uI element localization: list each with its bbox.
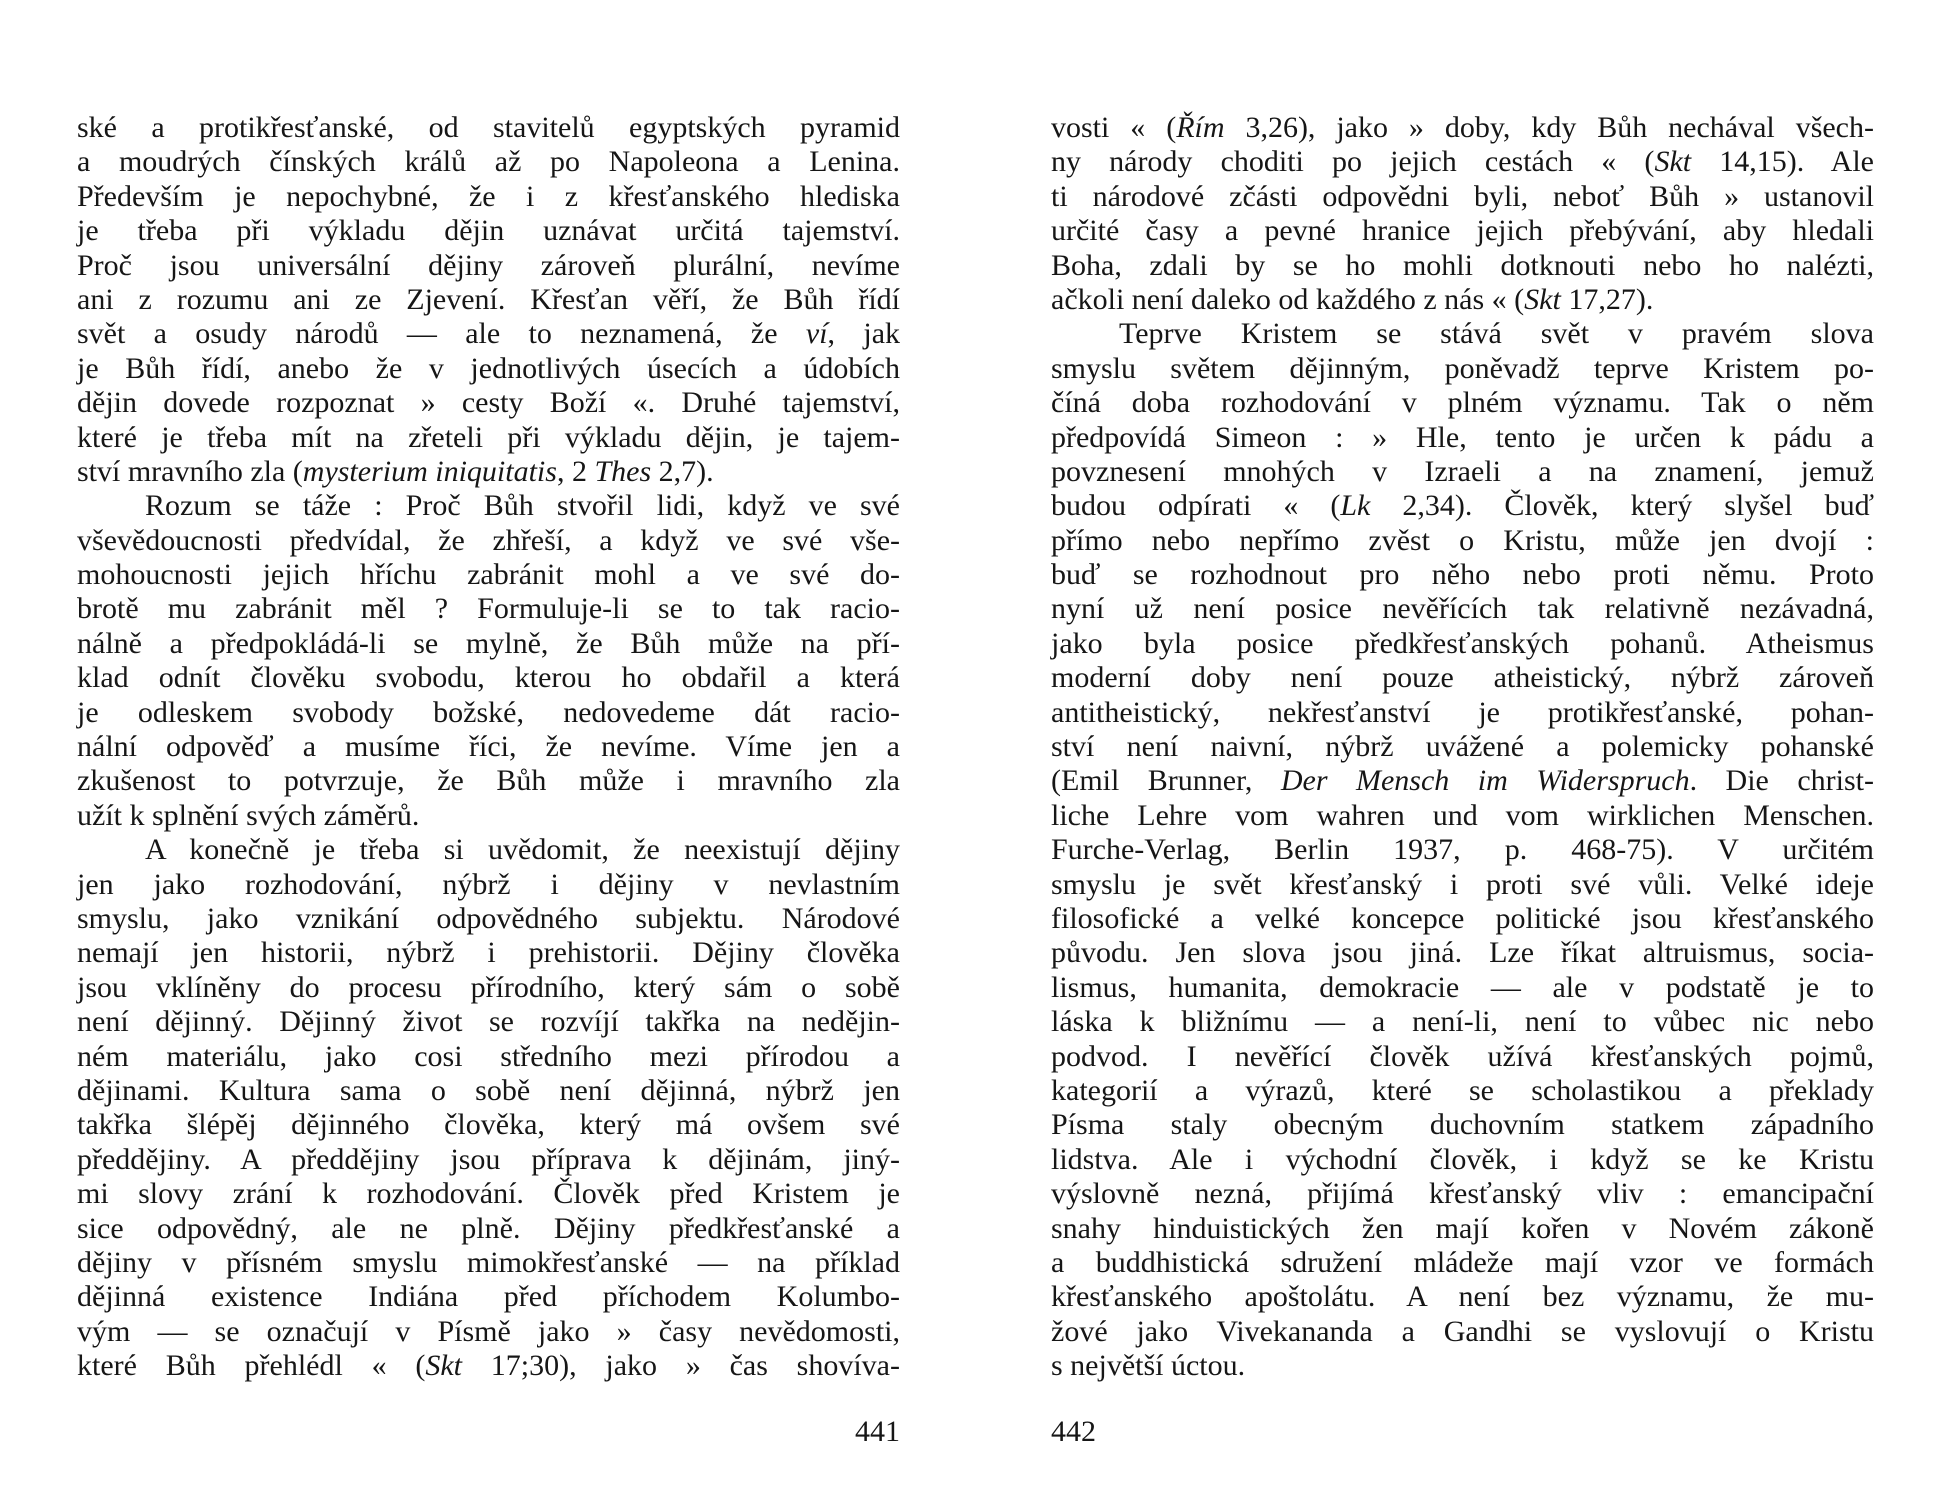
italic-text-segment: Skt — [425, 1349, 463, 1383]
text-line — [1051, 455, 1874, 489]
text-segment: 14,15). Ale — [1691, 145, 1875, 179]
text-segment: sice odpovědný, ale ne plně. Dějiny předkřesťanské a — [77, 1211, 900, 1245]
text-segment: dějinami. Kultura sama o sobě není dějinná, nýbrž jen — [77, 1073, 900, 1107]
text-segment: dějin dovede rozpoznat » cesty Boží «. Druhé tajemství, — [77, 386, 900, 420]
text-line — [77, 592, 900, 626]
text-segment: . Die christ- — [1689, 764, 1874, 798]
text-segment: 3,26), jako » doby, kdy Bůh nechával všech- — [1224, 111, 1874, 144]
text-line — [1051, 111, 1874, 145]
text-line — [77, 1143, 900, 1177]
text-segment: určité časy a pevné hranice jejich přebývání, aby hledali — [1051, 214, 1874, 248]
text-line — [1051, 971, 1874, 1005]
text-segment: 17,27). — [1560, 282, 1654, 316]
text-segment: buď se rozhodnout pro něho nebo proti němu. Proto — [1051, 558, 1874, 592]
text-segment: ství není naivní, nýbrž uvážené a polemicky pohanské — [1051, 730, 1874, 764]
italic-text-segment: mysterium iniquitatis — [302, 454, 557, 488]
text-line — [77, 421, 900, 455]
text-segment: smyslu světem dějinným, poněvadž teprve Kristem po- — [1051, 351, 1874, 385]
text-line — [1051, 696, 1874, 730]
text-segment: Rozum se táže : Proč Bůh stvořil lidi, když ve své — [145, 489, 900, 523]
text-segment: s největší úctou. — [1051, 1349, 1246, 1383]
italic-text-segment: Skt — [1524, 282, 1561, 316]
text-segment: které Bůh přehlédl « ( — [77, 1349, 426, 1383]
text-segment: mi slovy zrání k rozhodování. Člověk před Kristem je — [77, 1177, 900, 1211]
text-line — [77, 1040, 900, 1074]
text-segment: a moudrých čínských králů až po Napoleona a Lenina. — [77, 145, 900, 179]
text-segment: číná doba rozhodování v plném významu. Tak o něm — [1051, 386, 1874, 420]
text-segment: ném materiálu, jako cosi středního mezi přírodou a — [77, 1039, 900, 1073]
text-segment: 2,7). — [651, 454, 714, 488]
italic-text-segment: Lk — [1340, 489, 1371, 523]
text-segment: dějinná existence Indiána před příchodem Kolumbo- — [77, 1280, 900, 1314]
text-line — [77, 249, 900, 283]
text-segment: povznesení mnohých v Izraeli a na znamení, jemuž — [1051, 454, 1874, 488]
text-segment: moderní doby není pouze atheistický, nýbrž zároveň — [1051, 661, 1874, 695]
text-line — [1051, 317, 1874, 351]
text-segment: Boha, zdali by se ho mohli dotknouti nebo ho nalézti, — [1051, 248, 1874, 282]
text-line — [1051, 1246, 1874, 1280]
text-line — [77, 317, 900, 351]
text-segment: jsou vklíněny do procesu přírodního, který sám o sobě — [77, 970, 900, 1004]
text-segment: ství mravního zla ( — [77, 454, 303, 488]
text-line — [1051, 352, 1874, 386]
text-segment: Furche-Verlag, Berlin 1937, p. 468-75). V určitém — [1051, 833, 1874, 867]
text-line — [77, 455, 900, 489]
text-segment: snahy hinduistických žen mají kořen v Novém zákoně — [1051, 1211, 1874, 1245]
text-line — [77, 386, 900, 420]
text-segment: svět a osudy národů — ale to neznamená, že — [77, 317, 806, 351]
text-segment: nemají jen historii, nýbrž i prehistorii. Dějiny člověka — [77, 936, 900, 970]
text-line — [77, 1005, 900, 1039]
text-segment: Proč jsou universální dějiny zároveň plurální, nevíme — [77, 248, 900, 282]
text-segment: takřka šlépěj dějinného člověka, který má ovšem své — [77, 1108, 900, 1142]
text-line — [77, 489, 900, 523]
text-segment: vševědoucnosti předvídal, že zhřeší, a když ve své vše- — [77, 523, 900, 557]
text-segment: liche Lehre vom wahren und vom wirklichen Menschen. — [1051, 798, 1874, 832]
text-segment: užít k splnění svých záměrů. — [77, 798, 420, 832]
text-segment: ské a protikřesťanské, od stavitelů egyptských pyramid — [77, 111, 900, 144]
text-line — [77, 971, 900, 1005]
text-line — [77, 1074, 900, 1108]
text-line — [1051, 627, 1874, 661]
text-line — [1051, 868, 1874, 902]
text-segment: jen jako rozhodování, nýbrž i dějiny v nevlastním — [77, 867, 900, 901]
text-segment: klad odnít člověku svobodu, kterou ho obdařil a která — [77, 661, 900, 695]
text-segment: dějiny v přísném smyslu mimokřesťanské — na příklad — [77, 1245, 900, 1279]
text-segment: které je třeba mít na zřeteli při výkladu dějin, je tajem- — [77, 420, 900, 454]
text-segment: Písma staly obecným duchovním statkem západního — [1051, 1108, 1874, 1142]
text-line — [77, 558, 900, 592]
text-line — [1051, 1040, 1874, 1074]
text-line — [1051, 936, 1874, 970]
text-line — [1051, 214, 1874, 248]
text-segment: zkušenost to potvrzuje, že Bůh může i mravního zla — [77, 764, 900, 798]
text-segment: předdějiny. A předdějiny jsou příprava k dějinám, jiný- — [77, 1142, 900, 1176]
text-line — [77, 868, 900, 902]
text-segment: ti národové zčásti odpovědni byli, neboť Bůh » ustanovil — [1051, 179, 1874, 213]
text-segment: křesťanského apoštolátu. A není bez významu, že mu- — [1051, 1280, 1874, 1314]
text-segment: jako byla posice předkřesťanských pohanů. Atheismus — [1051, 626, 1874, 660]
text-line — [1051, 764, 1874, 798]
italic-text-segment: Der Mensch im Widerspruch — [1280, 764, 1690, 798]
text-line — [77, 764, 900, 798]
text-segment: přímo nebo nepřímo zvěst o Kristu, může jen dvojí : — [1051, 523, 1874, 557]
text-line — [1051, 1177, 1874, 1211]
text-segment: budou odpírati « ( — [1051, 489, 1341, 523]
text-line — [1051, 421, 1874, 455]
text-segment: výslovně nezná, přijímá křesťanský vliv : emancipační — [1051, 1177, 1874, 1211]
page-text-column — [1051, 111, 1874, 1383]
text-segment: filosofické a velké koncepce politické jsou křesťanského — [1051, 901, 1874, 935]
text-line — [1051, 180, 1874, 214]
text-segment: vým — se označují v Písmě jako » časy nevědomosti, — [77, 1314, 900, 1348]
page-number: 441 — [855, 1415, 900, 1448]
text-line — [1051, 592, 1874, 626]
text-line — [77, 524, 900, 558]
text-segment: žové jako Vivekananda a Gandhi se vyslovují o Kristu — [1051, 1314, 1874, 1348]
text-segment: ačkoli není daleko od každého z nás « ( — [1051, 282, 1525, 316]
text-segment: , jak — [827, 317, 901, 351]
text-line — [77, 180, 900, 214]
text-segment: ani z rozumu ani ze Zjevení. Křesťan věří, že Bůh řídí — [77, 282, 900, 316]
text-line — [77, 627, 900, 661]
text-segment: Především je nepochybné, že i z křesťanského hlediska — [77, 179, 900, 213]
text-segment: lismus, humanita, demokracie — ale v podstatě je to — [1051, 970, 1874, 1004]
text-line — [1051, 1280, 1874, 1314]
text-line — [77, 661, 900, 695]
text-line — [1051, 799, 1874, 833]
text-segment: nyní už není posice nevěřících tak relativně nezávadná, — [1051, 592, 1874, 626]
text-segment: smyslu je svět křesťanský i proti své vůli. Velké ideje — [1051, 867, 1874, 901]
text-line — [77, 902, 900, 936]
text-segment: mohoucnosti jejich hříchu zabránit mohl a ve své do- — [77, 558, 900, 592]
page-number: 442 — [1051, 1415, 1096, 1448]
text-line — [1051, 249, 1874, 283]
text-line — [1051, 524, 1874, 558]
text-line — [1051, 1315, 1874, 1349]
text-segment: lidstva. Ale i východní člověk, i když se ke Kristu — [1051, 1142, 1874, 1176]
text-line — [1051, 1005, 1874, 1039]
text-line — [1051, 558, 1874, 592]
italic-text-segment: Řím — [1176, 111, 1225, 144]
text-segment: 17;30), jako » čas shovíva- — [462, 1349, 900, 1383]
text-segment: vosti « ( — [1051, 111, 1177, 144]
text-segment: , 2 — [556, 454, 595, 488]
text-segment: (Emil Brunner, — [1051, 764, 1281, 798]
text-segment: a buddhistická sdružení mládeže mají vzor ve formách — [1051, 1245, 1874, 1279]
text-line — [77, 214, 900, 248]
text-line — [77, 1349, 900, 1383]
text-line — [77, 1315, 900, 1349]
text-line — [1051, 1074, 1874, 1108]
text-line — [77, 352, 900, 386]
right-page — [968, 0, 1936, 1500]
text-segment: A konečně je třeba si uvědomit, že neexistují dějiny — [145, 833, 900, 867]
text-segment: kategorií a výrazů, které se scholastikou a překlady — [1051, 1073, 1874, 1107]
text-line — [1051, 661, 1874, 695]
italic-text-segment: ví — [805, 317, 828, 351]
text-segment: podvod. I nevěřící člověk užívá křesťanských pojmů, — [1051, 1039, 1874, 1073]
text-segment: nální odpověď a musíme říci, že nevíme. Víme jen a — [77, 730, 900, 764]
text-line — [1051, 902, 1874, 936]
text-line — [1051, 489, 1874, 523]
text-line — [1051, 1143, 1874, 1177]
text-segment: láska k bližnímu — a není-li, není to vůbec nic nebo — [1051, 1005, 1874, 1039]
text-line — [1051, 145, 1874, 179]
text-line — [1051, 1212, 1874, 1246]
text-segment: ny národy choditi po jejich cestách « ( — [1051, 145, 1655, 179]
text-segment: je Bůh řídí, anebo že v jednotlivých úsecích a údobích — [77, 351, 900, 385]
text-segment: původu. Jen slova jsou jiná. Lze říkat altruismus, socia- — [1051, 936, 1874, 970]
text-segment: smyslu, jako vznikání odpovědného subjektu. Národové — [77, 901, 900, 935]
text-line — [77, 696, 900, 730]
text-segment: antitheistický, nekřesťanství je protikřesťanské, pohan- — [1051, 695, 1874, 729]
text-line — [77, 1177, 900, 1211]
page-text-column — [77, 111, 900, 1383]
text-line — [77, 283, 900, 317]
text-line — [1051, 283, 1874, 317]
text-line — [77, 145, 900, 179]
text-line — [77, 730, 900, 764]
text-line — [77, 1108, 900, 1142]
text-segment: není dějinný. Dějinný život se rozvíjí takřka na nedějin- — [77, 1005, 900, 1039]
text-segment: Teprve Kristem se stává svět v pravém slova — [1119, 317, 1874, 351]
text-line — [77, 1212, 900, 1246]
text-line — [77, 936, 900, 970]
text-line — [77, 799, 900, 833]
text-segment: je odleskem svobody božské, nedovedeme dát racio- — [77, 695, 900, 729]
text-segment: předpovídá Simeon : » Hle, tento je určen k pádu a — [1051, 420, 1874, 454]
text-line — [1051, 833, 1874, 867]
text-line — [77, 1246, 900, 1280]
text-line — [77, 1280, 900, 1314]
text-segment: 2,34). Člověk, který slyšel buď — [1370, 489, 1874, 523]
text-line — [77, 111, 900, 145]
italic-text-segment: Skt — [1654, 145, 1692, 179]
text-segment: je třeba při výkladu dějin uznávat určitá tajemství. — [77, 214, 900, 248]
text-segment: nálně a předpokládá-li se mylně, že Bůh může na pří- — [77, 626, 900, 660]
italic-text-segment: Thes — [594, 454, 652, 488]
text-line — [1051, 386, 1874, 420]
text-line — [1051, 1349, 1874, 1383]
text-line — [77, 833, 900, 867]
text-line — [1051, 1108, 1874, 1142]
text-line — [1051, 730, 1874, 764]
text-segment: brotě mu zabránit měl ? Formuluje-li se to tak racio- — [77, 592, 900, 626]
